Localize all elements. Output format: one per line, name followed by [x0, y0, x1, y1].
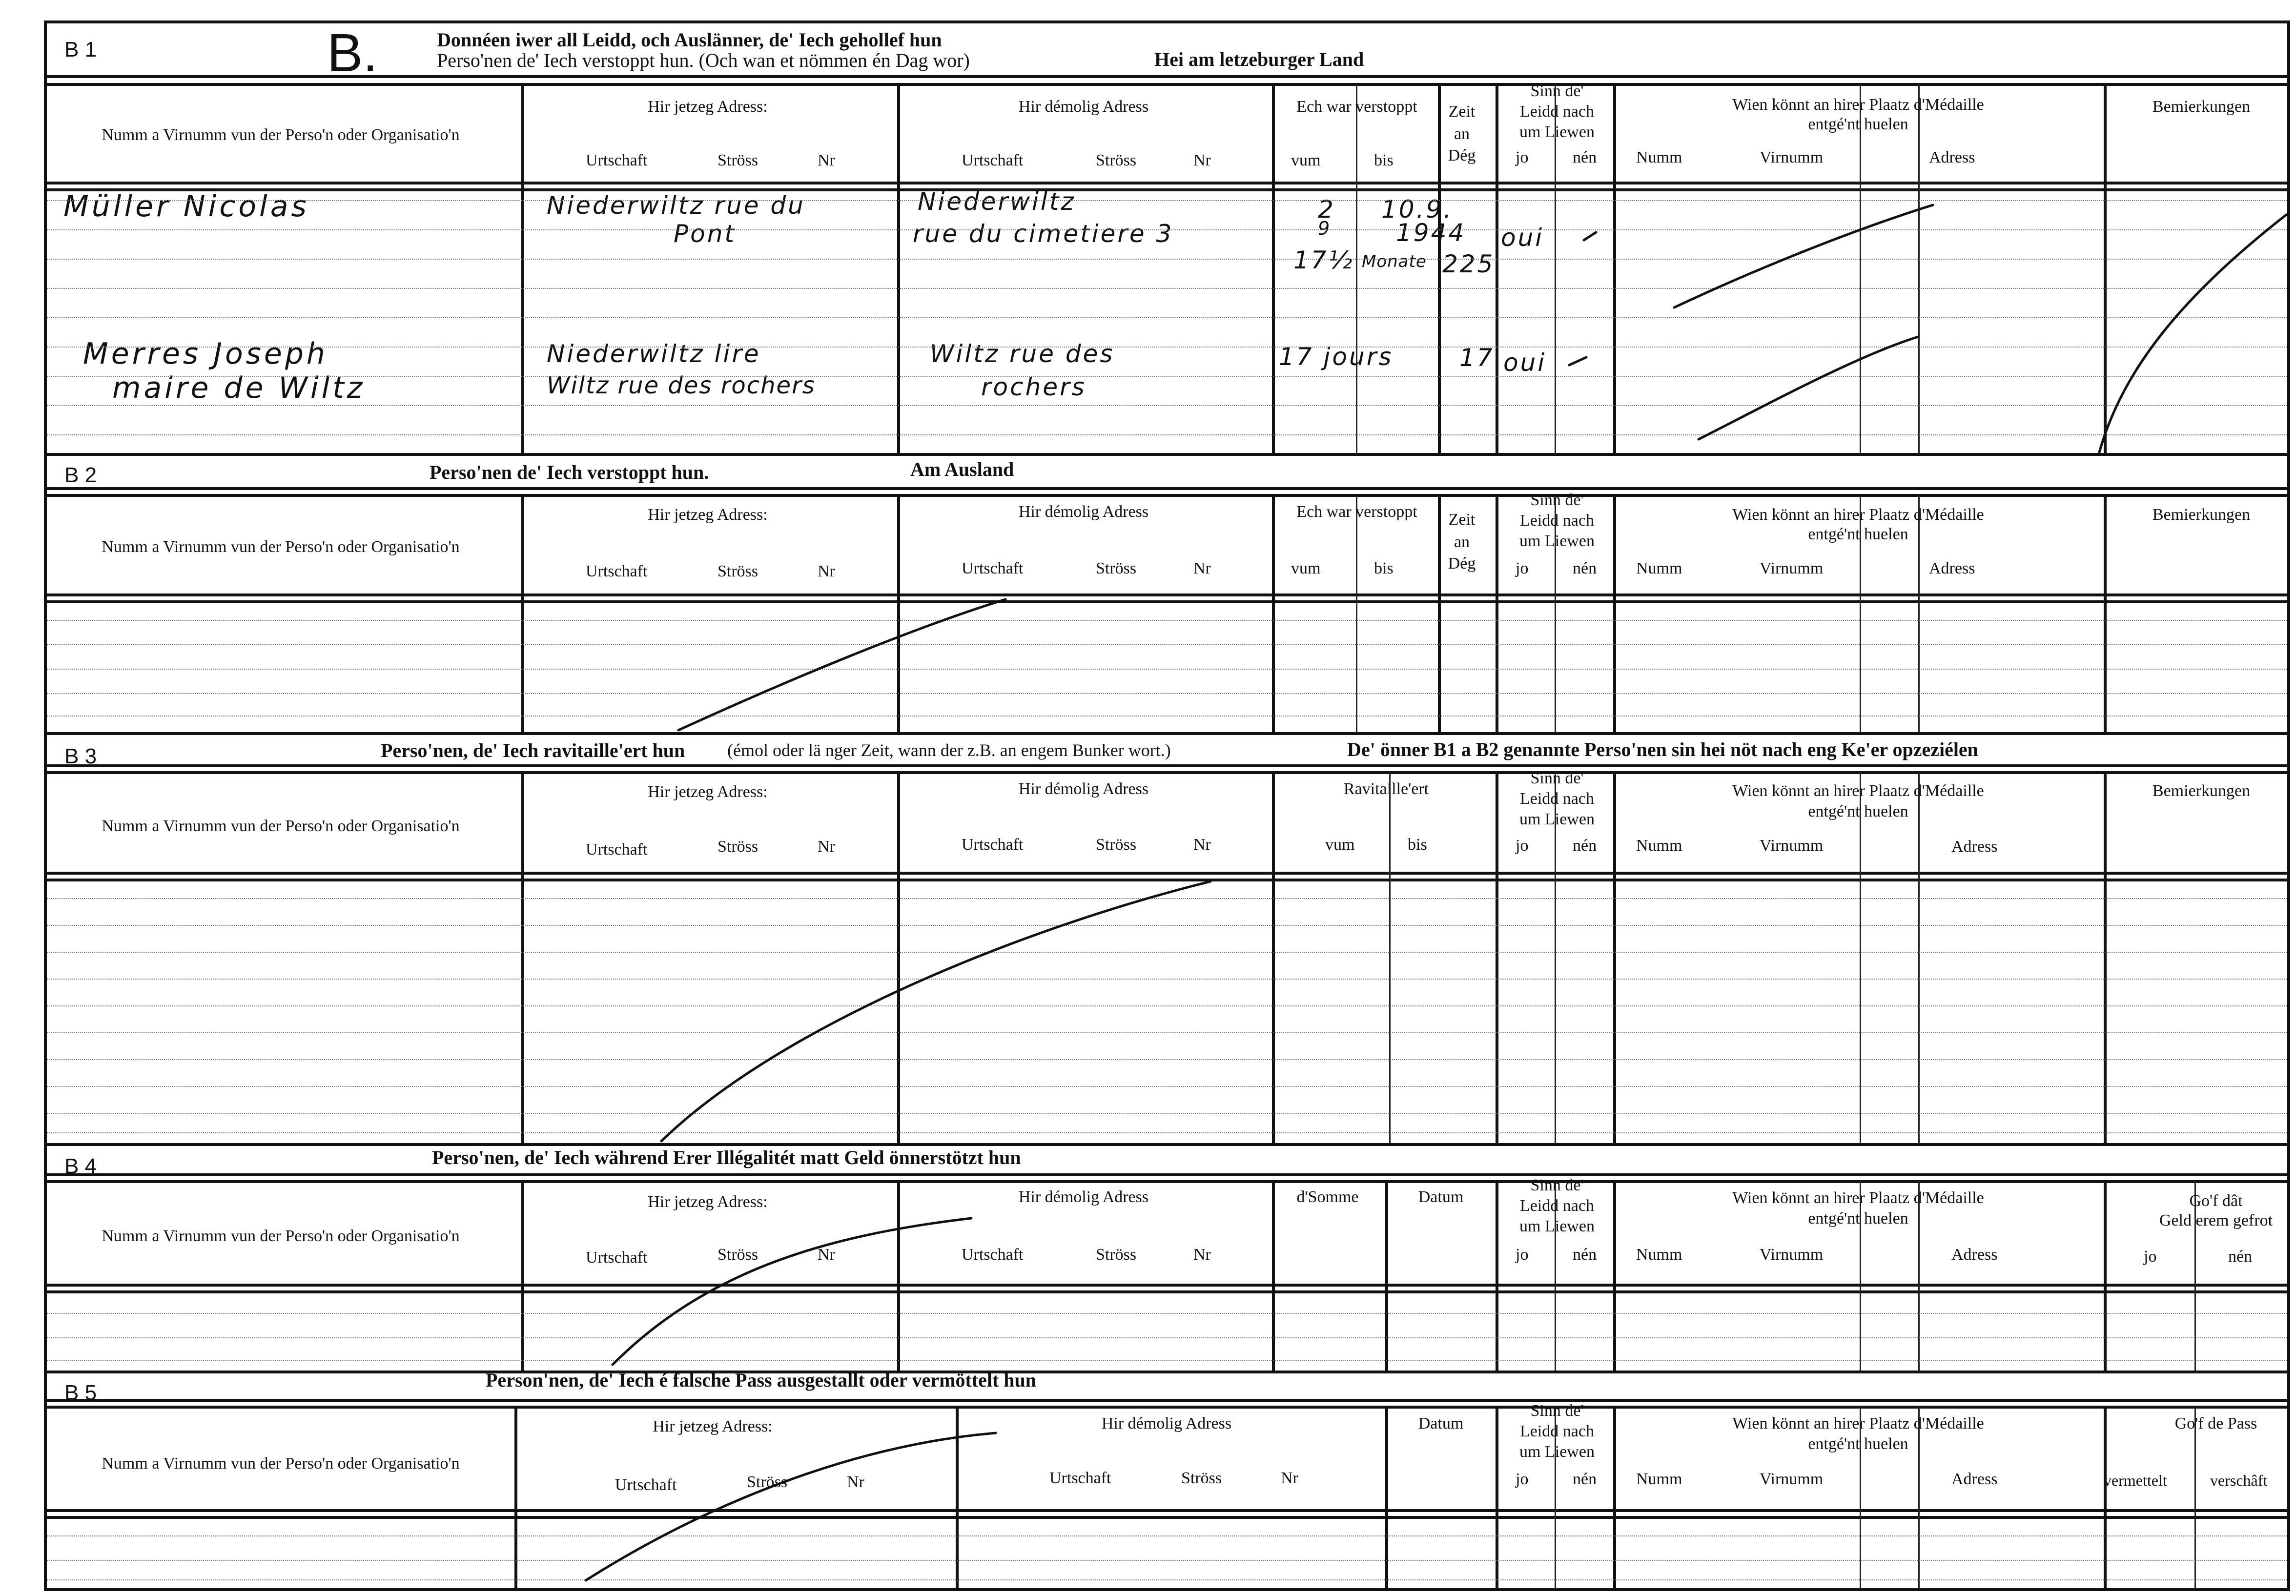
sub-nr: Nr	[1193, 559, 1211, 577]
sub-street: Ströss	[1096, 1246, 1137, 1264]
entry-2-name: Merres Joseph	[83, 337, 328, 371]
col-name: Numm a Virnumm vun der Perso'n oder Organisatio'n	[102, 538, 460, 556]
sub-no: nén	[2228, 1248, 2253, 1266]
sub-medal-name: Numm	[1636, 1246, 1682, 1264]
col-current-address: Hir jetzeg Adress:	[648, 506, 768, 524]
col-hidden-period: Ech war verstoppt	[1296, 98, 1417, 116]
col-medal-line1: Wien könnt an hirer Plaatz d'Médaille	[1732, 1414, 1984, 1432]
col-date: Datum	[1418, 1188, 1464, 1206]
col-current-address: Hir jetzeg Adress:	[648, 1193, 768, 1211]
sub-nr: Nr	[1193, 1246, 1211, 1264]
section-title: Perso'nen, de' Iech während Erer Illégalitét matt Geld önnerstötzt hun	[432, 1146, 1021, 1168]
sub-no: nén	[1573, 1246, 1597, 1264]
sub-locality: Urtschaft	[615, 1476, 677, 1494]
col-intended-line1: Sinn de'	[1530, 1402, 1584, 1420]
entry-1-intended-yes: oui	[1501, 224, 1544, 252]
col-hidden-period: Ech war verstoppt	[1296, 503, 1417, 521]
sub-nr: Nr	[818, 562, 835, 580]
col-current-address: Hir jetzeg Adress:	[653, 1417, 773, 1435]
sub-no: nén	[1573, 559, 1597, 577]
sub-medal-name: Numm	[1636, 837, 1682, 855]
section-id: B 4	[64, 1154, 97, 1178]
sub-no: nén	[1573, 148, 1597, 166]
col-intended-line2: Leidd nach	[1520, 1197, 1594, 1215]
col-remarks: Bemierkungen	[2152, 506, 2251, 524]
entry-1-previous-address: Niederwiltz	[918, 187, 1076, 216]
sub-locality: Urtschaft	[586, 840, 648, 859]
sub-street: Ströss	[1096, 559, 1137, 577]
sub-locality: Urtschaft	[586, 151, 648, 169]
col-name: Numm a Virnumm vun der Perso'n oder Organisatio'n	[102, 1454, 460, 1473]
col-medal-line2: entgé'nt huelen	[1808, 1435, 1908, 1453]
sub-yes: jo	[1516, 837, 1529, 855]
col-intended-line3: um Liewen	[1519, 810, 1595, 828]
strike-stroke	[1699, 337, 1918, 439]
sub-locality: Urtschaft	[586, 1248, 648, 1267]
entry-2-name-2: maire de Wiltz	[112, 371, 366, 405]
col-medal-line2: entgé'nt huelen	[1808, 525, 1908, 543]
col-sum: d'Somme	[1296, 1188, 1359, 1206]
col-name: Numm a Virnumm vun der Perso'n oder Organisatio'n	[102, 126, 460, 144]
strike-stroke	[661, 881, 1210, 1141]
sub-locality: Urtschaft	[962, 836, 1024, 854]
section-id: B 5	[64, 1381, 97, 1405]
col-pass: Go'f de Pass	[2174, 1414, 2257, 1432]
sub-nr: Nr	[1193, 836, 1211, 854]
entry-1-current-address: Niederwiltz rue du	[547, 191, 805, 220]
sub-from: vum	[1291, 559, 1321, 577]
sub-medal-address: Adress	[1951, 1470, 1998, 1488]
col-days-line3: Dég	[1448, 146, 1476, 164]
sub-medal-firstname: Virnumm	[1760, 837, 1824, 855]
col-intended-line3: um Liewen	[1519, 1443, 1595, 1461]
entry-2-intended-yes: oui	[1503, 348, 1547, 377]
entry-2-current-address: Niederwiltz lire	[547, 340, 761, 368]
col-intended-line1: Sinn de'	[1530, 491, 1584, 509]
strike-stroke	[678, 599, 1005, 730]
sub-street: Ströss	[718, 838, 758, 856]
entry-1-name: Müller Nicolas	[63, 189, 309, 224]
entry-1-from-2: 9	[1318, 218, 1332, 239]
entry-2-previous-address: Wiltz rue des	[930, 340, 1115, 368]
col-supplied: Ravitaille'ert	[1343, 780, 1429, 798]
entry-1-to: 10.9.	[1381, 195, 1454, 224]
strike-stroke	[1584, 232, 1596, 240]
col-current-address: Hir jetzeg Adress:	[648, 783, 768, 801]
sub-yes: jo	[1516, 148, 1529, 166]
col-remarks: Bemierkungen	[2152, 782, 2251, 800]
col-intended-line3: um Liewen	[1519, 123, 1595, 141]
col-remarks: Bemierkungen	[2152, 98, 2251, 116]
sub-medal-firstname: Virnumm	[1760, 1470, 1824, 1488]
strike-stroke	[586, 1433, 996, 1580]
col-previous-address: Hir démolig Adress	[1101, 1414, 1232, 1432]
entry-2-from: 17 jours	[1279, 343, 1394, 371]
section-title: Donnéen iwer all Leidd, och Auslänner, de' Iech gehollef hun	[437, 29, 942, 51]
section-subtitle: (émol oder lä nger Zeit, wann der z.B. an engem Bunker wort.)	[727, 740, 1171, 760]
col-days-line2: an	[1454, 533, 1470, 551]
section-subtitle: Perso'nen de' Iech verstoppt hun. (Och wan et nömmen én Dag wor)	[437, 49, 970, 71]
col-intended-line3: um Liewen	[1519, 1217, 1595, 1235]
entry-2-days: 17	[1459, 344, 1495, 372]
section-id: B 3	[64, 744, 97, 768]
col-intended-line1: Sinn de'	[1530, 769, 1584, 787]
col-medal-line2: entgé'nt huelen	[1808, 1209, 1908, 1228]
entry-1-days: 225	[1442, 250, 1495, 278]
strike-stroke	[613, 1218, 971, 1365]
entry-1-duration: 17½	[1293, 246, 1354, 274]
col-days-line1: Zeit	[1448, 102, 1476, 121]
col-intended-line2: Leidd nach	[1520, 512, 1594, 530]
sub-to: bis	[1374, 151, 1394, 169]
entry-1-current-address-2: Pont	[674, 220, 737, 248]
entry-1-from: 2	[1318, 195, 1335, 224]
col-medal-line2: entgé'nt huelen	[1808, 115, 1908, 133]
col-medal-line2: entgé'nt huelen	[1808, 802, 1908, 820]
col-days-line2: an	[1454, 125, 1470, 143]
strike-stroke	[1569, 357, 1586, 365]
sub-issued: vermettelt	[2104, 1472, 2167, 1489]
col-repaid-line2: Geld erem gefrot	[2159, 1211, 2273, 1229]
sub-yes: jo	[1516, 1470, 1529, 1488]
col-days-line1: Zeit	[1448, 511, 1476, 529]
col-name: Numm a Virnumm vun der Perso'n oder Organisatio'n	[102, 1227, 460, 1245]
entry-2-current-address-2: Wiltz rue des rochers	[547, 372, 816, 399]
col-name: Numm a Virnumm vun der Perso'n oder Organisatio'n	[102, 817, 460, 835]
sub-nr: Nr	[1281, 1469, 1298, 1487]
sub-nr: Nr	[847, 1473, 864, 1491]
section-note: De' önner B1 a B2 genannte Perso'nen sin hei nöt nach eng Ke'er opzeziélen	[1347, 738, 1978, 760]
entry-2-previous-address-2: rochers	[981, 373, 1086, 401]
col-medal-line1: Wien könnt an hirer Plaatz d'Médaille	[1732, 782, 1984, 800]
section-title: Perso'nen, de' Iech ravitaille'ert hun	[381, 739, 685, 761]
col-intended-line1: Sinn de'	[1530, 82, 1584, 100]
col-medal-line1: Wien könnt an hirer Plaatz d'Médaille	[1732, 1189, 1984, 1207]
entry-1-duration-unit: Monate	[1362, 252, 1427, 271]
section-title: Person'nen, de' Iech é falsche Pass ausgestallt oder vermöttelt hun	[486, 1369, 1037, 1391]
sub-street: Ströss	[1181, 1469, 1222, 1487]
section-id: B 2	[64, 463, 97, 487]
sub-to: bis	[1408, 836, 1427, 854]
sub-street: Ströss	[1096, 836, 1137, 854]
sub-medal-address: Adress	[1951, 1246, 1998, 1264]
col-previous-address: Hir démolig Adress	[1018, 1188, 1149, 1206]
col-days-line3: Dég	[1448, 554, 1476, 573]
sub-medal-address: Adress	[1929, 559, 1975, 577]
sub-street: Ströss	[718, 1246, 758, 1264]
sub-locality: Urtschaft	[962, 1246, 1024, 1264]
sub-obtained: verschâft	[2210, 1472, 2268, 1489]
sub-yes: jo	[2144, 1248, 2157, 1266]
sub-locality: Urtschaft	[962, 559, 1024, 577]
sub-yes: jo	[1516, 1246, 1529, 1264]
sub-medal-name: Numm	[1636, 1470, 1682, 1488]
strike-stroke	[1674, 205, 1933, 307]
sub-from: vum	[1325, 836, 1355, 854]
sub-nr: Nr	[818, 151, 835, 169]
sub-street: Ströss	[747, 1473, 788, 1491]
col-medal-line1: Wien könnt an hirer Plaatz d'Médaille	[1732, 506, 1984, 524]
section-id: B 1	[64, 38, 97, 61]
col-intended-line3: um Liewen	[1519, 532, 1595, 550]
col-repaid-line1: Go'f dât	[2189, 1192, 2243, 1210]
sub-street: Ströss	[718, 151, 758, 169]
sub-nr: Nr	[818, 1246, 835, 1264]
col-medal-line1: Wien könnt an hirer Plaatz d'Médaille	[1732, 96, 1984, 114]
sub-medal-name: Numm	[1636, 559, 1682, 577]
sub-no: nén	[1573, 1470, 1597, 1488]
sub-medal-firstname: Virnumm	[1760, 1246, 1824, 1264]
sub-medal-address: Adress	[1951, 838, 1998, 856]
sub-yes: jo	[1516, 559, 1529, 577]
sub-no: nén	[1573, 837, 1597, 855]
col-intended-line1: Sinn de'	[1530, 1176, 1584, 1194]
sub-to: bis	[1374, 559, 1394, 577]
sub-street: Ströss	[1096, 151, 1137, 169]
col-date: Datum	[1418, 1414, 1464, 1432]
section-title: Perso'nen de' Iech verstoppt hun.	[430, 461, 709, 483]
col-intended-line2: Leidd nach	[1520, 102, 1594, 121]
sub-nr: Nr	[818, 838, 835, 856]
col-previous-address: Hir démolig Adress	[1018, 98, 1149, 116]
sub-locality: Urtschaft	[586, 562, 648, 580]
section-region: Hei am letzeburger Land	[1154, 48, 1364, 70]
col-current-address: Hir jetzeg Adress:	[648, 98, 768, 116]
sub-street: Ströss	[718, 562, 758, 580]
sub-locality: Urtschaft	[1049, 1469, 1111, 1487]
col-intended-line2: Leidd nach	[1520, 1422, 1594, 1440]
col-previous-address: Hir démolig Adress	[1018, 503, 1149, 521]
sub-nr: Nr	[1193, 151, 1211, 169]
sub-from: vum	[1291, 151, 1321, 169]
sub-medal-name: Numm	[1636, 148, 1682, 166]
sub-locality: Urtschaft	[962, 151, 1024, 169]
section-region: Am Ausland	[910, 458, 1014, 480]
sub-medal-firstname: Virnumm	[1760, 559, 1824, 577]
entry-1-to-2: 1944	[1396, 219, 1466, 247]
col-previous-address: Hir démolig Adress	[1018, 780, 1149, 798]
col-intended-line2: Leidd nach	[1520, 790, 1594, 808]
sub-medal-firstname: Virnumm	[1760, 148, 1824, 166]
form-letter: B.	[327, 23, 378, 83]
sub-medal-address: Adress	[1929, 148, 1975, 166]
strike-stroke	[2099, 215, 2286, 454]
entry-1-previous-address-2: rue du cimetiere 3	[913, 220, 1174, 248]
